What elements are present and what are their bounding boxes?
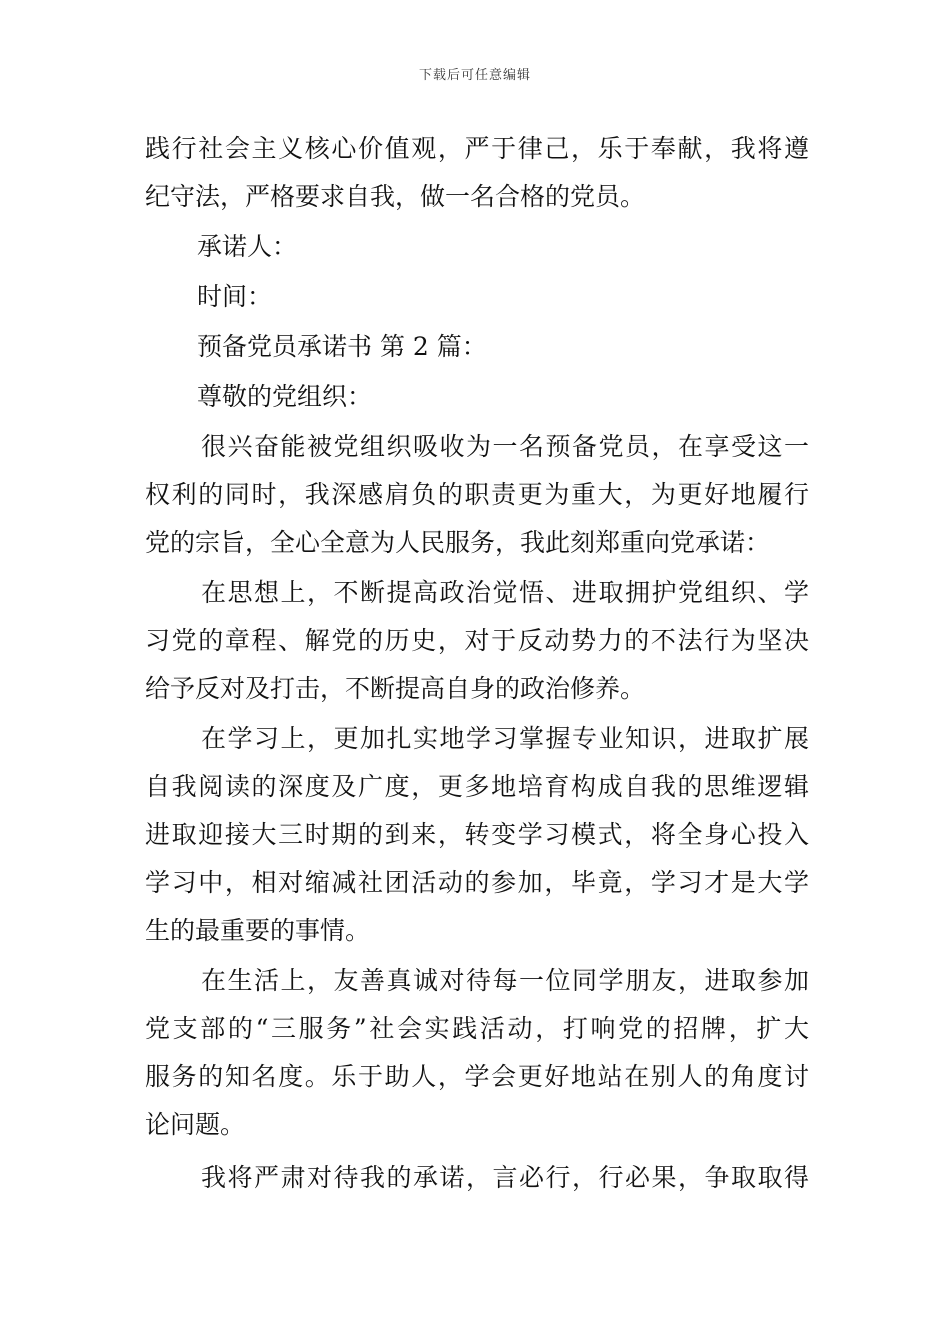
text-line: 纪守法，严格要求自我，做一名合格的党员。 [145,182,646,211]
page-header: 下载后可任意编辑 [418,68,531,83]
text-line: 尊敬的党组织： [197,382,373,411]
signatory-label [145,223,809,271]
text-line: 服务的知名度。乐于助人，学会更好地站在别人的角度讨 [145,1062,809,1091]
text-line: 自我阅读的深度及广度，更多地培育构成自我的思维逻辑 [145,772,809,801]
text-line: 学习中，相对缩减社团活动的参加，毕竟，学习才是大学 [145,868,809,897]
text-line: 论问题。 [145,1110,246,1139]
document-body [145,125,809,1202]
section-title [145,323,809,371]
text-line: 在思想上，不断提高政治觉悟、进取拥护党组织、学 [201,578,809,607]
text-line: 党支部的“三服务”社会实践活动，打响党的招牌，扩大 [145,1014,809,1043]
paragraph-closing [145,1154,809,1202]
text-line: 承诺人： [197,232,298,261]
paragraph-intro [145,423,809,567]
text-line: 习党的章程、解党的历史，对于反动势力的不法行为坚决 [145,626,809,655]
text-line: 党的宗旨，全心全意为人民服务，我此刻郑重向党承诺： [145,528,771,557]
date-label [145,273,809,321]
salutation [145,373,809,421]
paragraph-thought [145,569,809,713]
paragraph-study [145,715,809,955]
text-line: 时间： [197,282,273,311]
text-line: 进取迎接大三时期的到来，转变学习模式，将全身心投入 [145,820,809,849]
paragraph-life [145,957,809,1149]
text-line: 我将严肃对待我的承诺，言必行，行必果，争取取得 [201,1163,809,1192]
paragraph-continuation [145,125,809,221]
text-line: 生的最重要的事情。 [145,916,371,945]
text-line: 给予反对及打击，不断提高自身的政治修养。 [145,674,646,703]
text-line: 践行社会主义核心价值观，严于律己，乐于奉献，我将遵 [145,134,809,163]
text-line: 预备党员承诺书 第 2 篇： [197,332,487,361]
text-line: 在生活上，友善真诚对待每一位同学朋友，进取参加 [201,966,809,995]
text-line: 在学习上，更加扎实地学习掌握专业知识，进取扩展 [201,724,809,753]
text-line: 很兴奋能被党组织吸收为一名预备党员，在享受这一 [201,432,809,461]
text-line: 权利的同时，我深感肩负的职责更为重大，为更好地履行 [145,480,809,509]
